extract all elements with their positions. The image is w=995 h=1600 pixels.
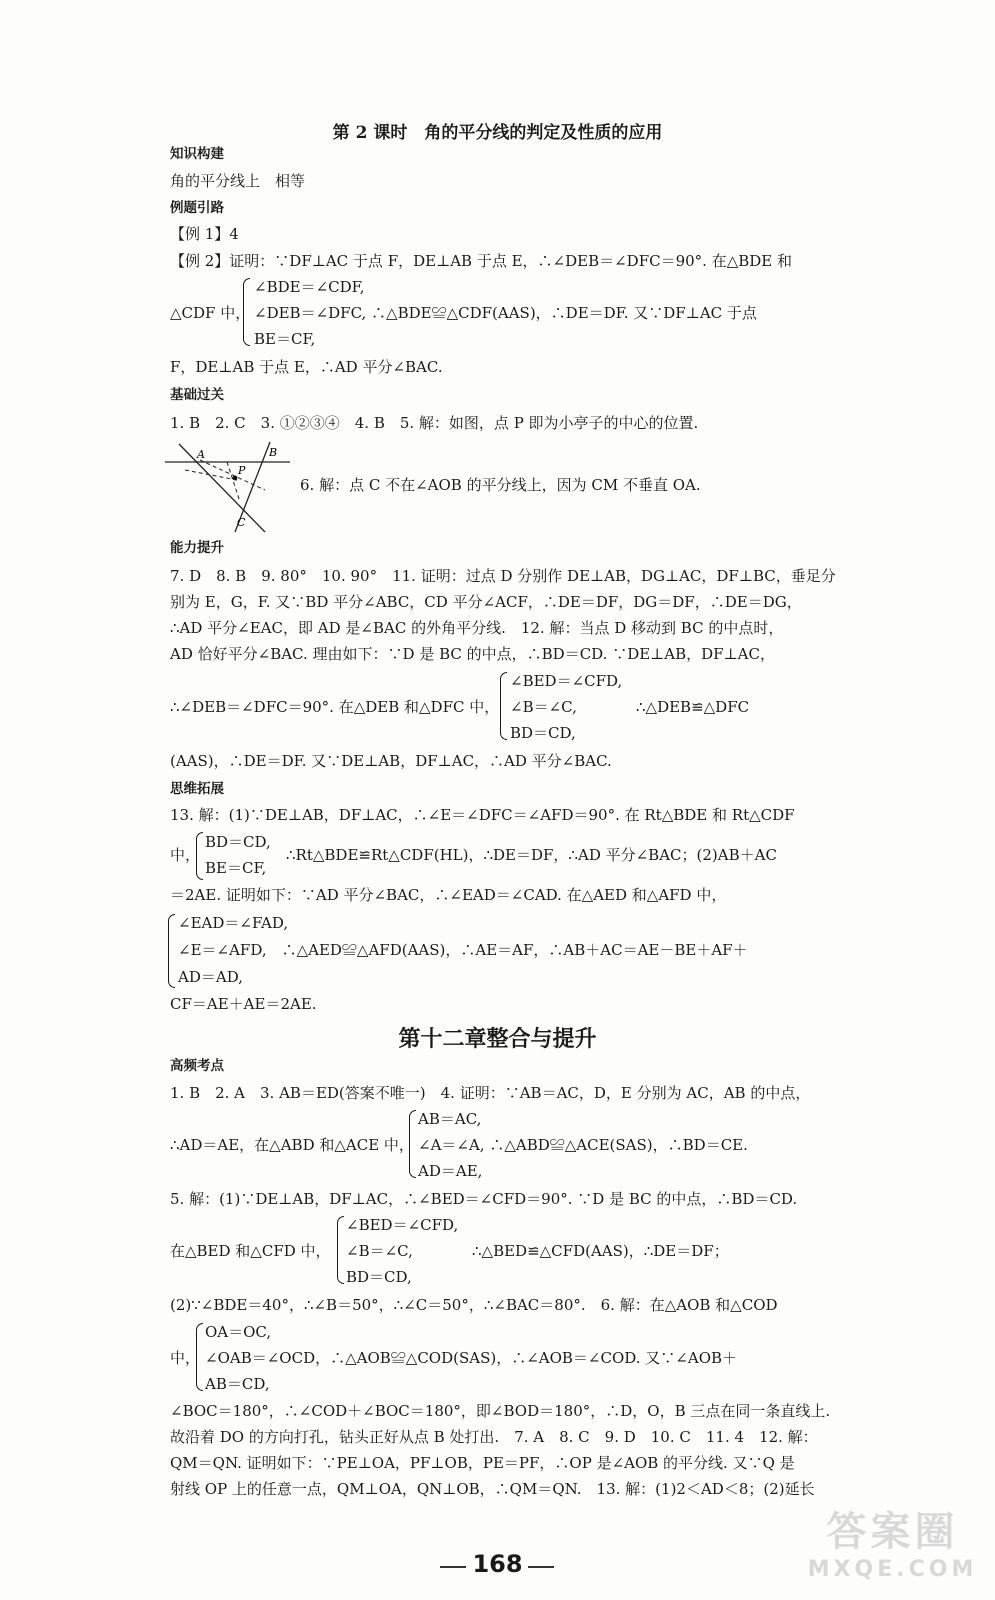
- system-line: AB＝AC,: [418, 1110, 482, 1128]
- system-line: ∠BED＝∠CFD,: [510, 672, 623, 690]
- watermark-logo: 答案圈: [826, 1509, 959, 1555]
- text-line: (AAS)，∴DE＝DF. 又∵DE⊥AB，DF⊥AC，∴AD 平分∠BAC.: [170, 752, 612, 770]
- system-line: ∠EAD＝∠FAD,: [178, 914, 289, 932]
- text-line: ∴△BED≌△CFD(AAS)，∴DE＝DF；: [472, 1242, 729, 1260]
- label-a: A: [197, 448, 205, 461]
- system-line: ∠E＝∠AFD, ∴△AED≌△AFD(AAS)，∴AE＝AF，∴AB＋AC＝AE－BE＋AF＋: [178, 941, 748, 959]
- text-line: ∴Rt△BDE≌Rt△CDF(HL)，∴DE＝DF，∴AD 平分∠BAC；(2)AB＋AC: [286, 846, 777, 864]
- text-line: ∠BOC＝180°，∴∠COD＋∠BOC＝180°，即∠BOD＝180°，∴D，O，B 三点在同一条直线上.: [170, 1402, 831, 1420]
- text-line: 7. D 8. B 9. 80° 10. 90° 11. 证明：过点 D 分别作 DE⊥AB，DG⊥AC，DF⊥BC，垂足分: [170, 567, 836, 585]
- system-line: BD＝CD,: [205, 833, 271, 851]
- watermark: [790, 1508, 995, 1600]
- text-line: (2)∵∠BDE＝40°，∴∠B＝50°，∴∠C＝50°，∴∠BAC＝80°. 6. 解：在△AOB 和△COD: [170, 1296, 778, 1314]
- text-line: 射线 OP 上的任意一点，QM⊥OA，QN⊥OB，∴QM＝QN. 13. 解：(1)2＜AD＜8；(2)延长: [170, 1480, 815, 1498]
- text-line: ＝2AE. 证明如下：∵AD 平分∠BAC，∴∠EAD＝∠CAD. 在△AED 和△AFD 中，: [170, 886, 727, 904]
- equation-brace: [243, 278, 250, 346]
- text-line: ∴∠DEB＝∠DFC＝90°. 在△DEB 和△DFC 中，: [170, 698, 500, 716]
- text-line: 1. B 2. A 3. AB＝ED(答案不唯一) 4. 证明：∵AB＝AC，D，E 分别为 AC，AB 的中点，: [170, 1084, 811, 1102]
- text-line: 5. 解：(1)∵DE⊥AB，DF⊥AC，∴∠BED＝∠CFD＝90°. ∵D 是 BC 的中点，∴BD＝CD.: [170, 1190, 798, 1208]
- system-line: ∠BED＝∠CFD,: [346, 1216, 459, 1234]
- text-line: 在△BED 和△CFD 中，: [170, 1242, 331, 1260]
- system-line: ∠B＝∠C,: [346, 1242, 413, 1260]
- heading-basic: 基础过关: [170, 387, 224, 403]
- section-title: 第 2 课时 角的平分线的判定及性质的应用: [332, 123, 663, 143]
- system-line: OA＝OC,: [205, 1323, 272, 1341]
- system-line: AD＝AE,: [418, 1162, 483, 1180]
- text-line: 1. B 2. C 3. ①②③④ 4. B 5. 解：如图，点 P 即为小亭子的中心的位置.: [170, 414, 699, 432]
- text-line: 6. 解：点 C 不在∠AOB 的平分线上，因为 CM 不垂直 OA.: [300, 476, 701, 494]
- system-line: ∠BDE＝∠CDF,: [254, 278, 365, 296]
- heading-examples: 例题引路: [170, 200, 224, 216]
- watermark-url: MXQE.COM: [807, 1557, 978, 1582]
- text-line: QM＝QN. 证明如下：∵PE⊥OA，PF⊥OB，PE＝PF，∴OP 是∠AOB 的平分线. 又∵Q 是: [170, 1454, 795, 1472]
- figure-line: [185, 470, 237, 480]
- heading-thinking: 思维拓展: [170, 781, 224, 797]
- text-line: ∴AD＝AE，在△ABD 和△ACE 中，: [170, 1136, 414, 1154]
- system-line: BD＝CD,: [346, 1268, 412, 1286]
- equation-brace: [168, 914, 175, 988]
- text-line: ∴AD 平分∠EAC，即 AD 是∠BAC 的外角平分线. 12. 解：当点 D 移动到 BC 的中点时，: [170, 619, 784, 637]
- heading-frequent: 高频考点: [170, 1058, 224, 1074]
- text-line: CF＝AE＋AE＝2AE.: [170, 995, 317, 1013]
- equation-brace: [196, 832, 203, 880]
- text-line: 【例 2】证明：∵DF⊥AC 于点 F，DE⊥AB 于点 E，∴∠DEB＝∠DFC＝90°. 在△BDE 和: [170, 252, 793, 270]
- system-line: ∠DEB＝∠DFC, ∴△BDE≌△CDF(AAS)，∴DE＝DF. 又∵DF⊥AC 于点: [254, 304, 757, 322]
- equation-brace: [196, 1323, 203, 1391]
- system-line: ∠A＝∠A, ∴△ABD≌△ACE(SAS)，∴BD＝CE.: [418, 1136, 748, 1154]
- text-line: F，DE⊥AB 于点 E，∴AD 平分∠BAC.: [170, 358, 443, 376]
- system-line: ∠B＝∠C,: [510, 698, 577, 716]
- equation-brace: [409, 1110, 416, 1178]
- text-line: 13. 解：(1)∵DE⊥AB，DF⊥AC，∴∠E＝∠DFC＝∠AFD＝90°. 在 Rt△BDE 和 Rt△CDF: [170, 806, 795, 824]
- label-b: B: [269, 446, 278, 459]
- heading-ability: 能力提升: [170, 540, 224, 556]
- equation-brace: [337, 1216, 344, 1284]
- system-line: AD＝AD,: [178, 968, 243, 986]
- text-line: 别为 E，G，F. 又∵BD 平分∠ABC，CD 平分∠ACF，∴DE＝DF，DG＝DF，∴DE＝DG，: [170, 593, 802, 611]
- system-line: BE＝CF,: [205, 859, 267, 877]
- chapter-title: 第十二章整合与提升: [398, 1026, 597, 1052]
- equation-brace: [500, 672, 507, 740]
- page-number: 168: [472, 1550, 523, 1578]
- text-line: 中，: [170, 846, 201, 864]
- text-line: 中，: [170, 1349, 201, 1367]
- text-line: AD 恰好平分∠BAC. 理由如下：∵D 是 BC 的中点，∴BD＝CD. ∵DE⊥AB，DF⊥AC，: [170, 645, 775, 663]
- text-line: △CDF 中，: [170, 304, 251, 322]
- label-p: P: [238, 464, 246, 477]
- text-line: ∴△DEB≌△DFC: [636, 698, 750, 716]
- page-number-dash-right: [528, 1566, 554, 1568]
- text-line: 故沿着 DO 的方向打孔，钻头正好从点 B 处打出. 7. A 8. C 9. D 10. C 11. 4 12. 解：: [170, 1428, 818, 1446]
- system-line: AB＝CD,: [205, 1375, 270, 1393]
- system-line: ∠OAB＝∠OCD，∴△AOB≌△COD(SAS)，∴∠AOB＝∠COD. 又∵∠AOB＋: [205, 1349, 738, 1367]
- label-c: C: [237, 516, 246, 529]
- system-line: BE＝CF,: [254, 330, 316, 348]
- system-line: BD＝CD,: [510, 724, 576, 742]
- geometry-figure: [165, 440, 295, 535]
- heading-knowledge: 知识构建: [170, 146, 224, 162]
- point-p: [233, 476, 238, 481]
- text-line: 【例 1】4: [170, 225, 239, 243]
- text-line: 角的平分线上 相等: [170, 172, 306, 190]
